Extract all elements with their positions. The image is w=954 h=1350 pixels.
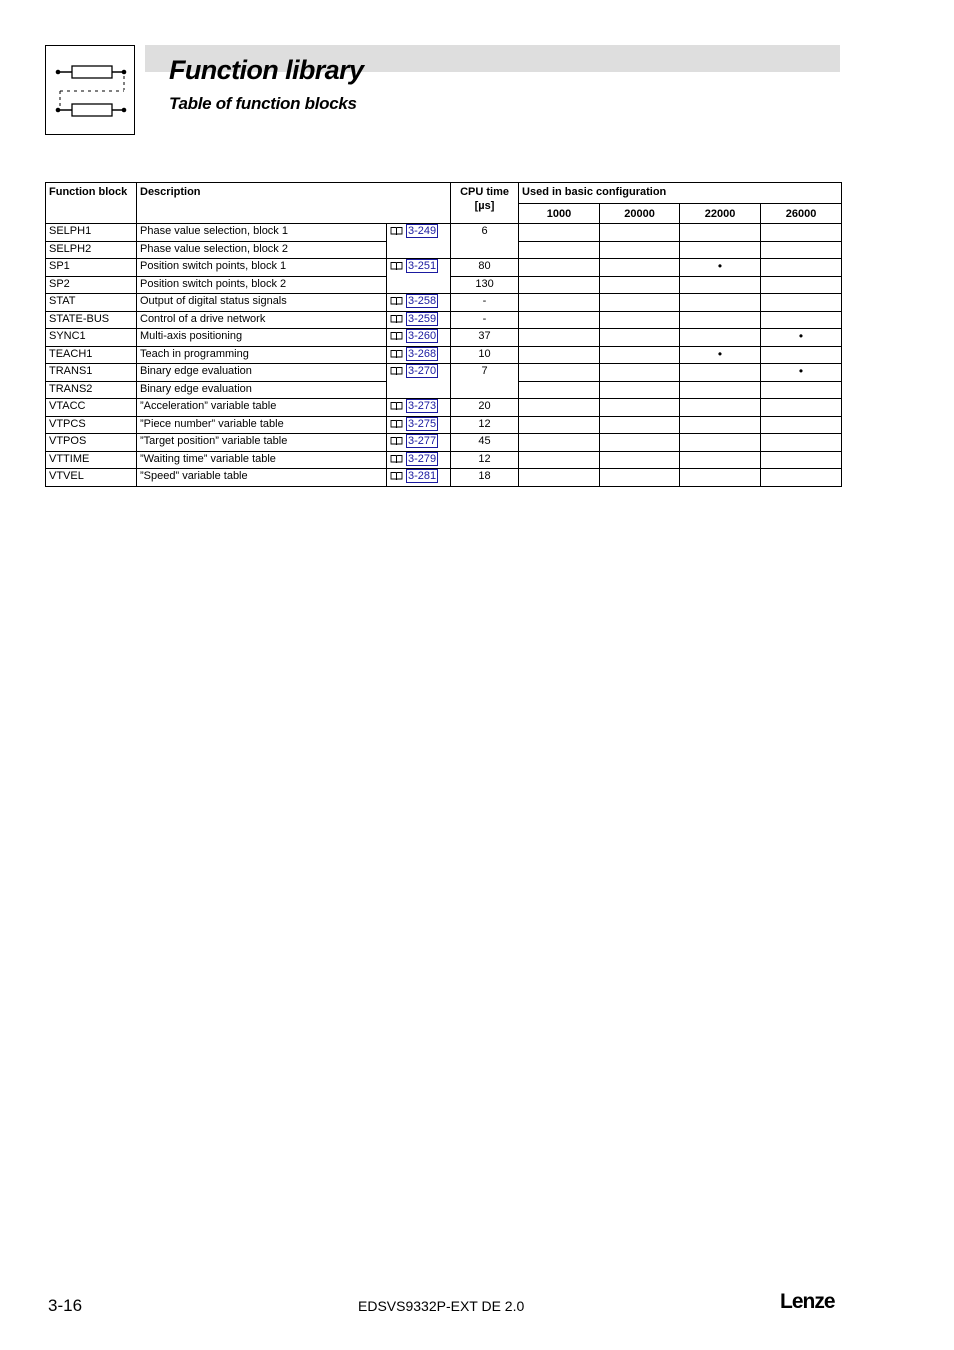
function-block-name: STAT: [46, 294, 137, 312]
page-reference: [387, 224, 451, 259]
header-function-block: Function block: [46, 183, 137, 224]
config-usage-cell: [761, 416, 842, 434]
function-block-description: Position switch points, block 2: [137, 276, 387, 294]
function-block-name: SYNC1: [46, 329, 137, 347]
table-row: [46, 311, 842, 329]
cpu-time-value: 80: [451, 259, 519, 277]
table-row: [46, 224, 842, 242]
header-config-22000: 22000: [680, 204, 761, 224]
config-usage-cell: [519, 311, 600, 329]
cpu-time-value: -: [451, 311, 519, 329]
page-reference: [387, 294, 451, 312]
function-block-name: SELPH1: [46, 224, 137, 242]
book-icon: [390, 314, 403, 324]
config-usage-cell: [761, 311, 842, 329]
config-usage-cell: [519, 259, 600, 277]
function-block-description: Binary edge evaluation: [137, 381, 387, 399]
book-icon: [390, 226, 403, 236]
function-block-description: ”Piece number” variable table: [137, 416, 387, 434]
config-usage-cell: [761, 241, 842, 259]
function-block-name: VTPOS: [46, 434, 137, 452]
page-reference-link[interactable]: 3-251: [408, 260, 437, 272]
header-cpu-time-unit: [µs]: [474, 200, 495, 212]
function-block-name: TRANS2: [46, 381, 137, 399]
config-usage-cell: [519, 434, 600, 452]
function-block-name: STATE-BUS: [46, 311, 137, 329]
function-block-name: VTTIME: [46, 451, 137, 469]
config-usage-cell: [600, 329, 680, 347]
config-usage-cell: [761, 276, 842, 294]
config-usage-cell: [519, 294, 600, 312]
table-row: [46, 469, 842, 487]
page-reference-link[interactable]: 3-260: [408, 330, 437, 342]
config-usage-cell: [519, 451, 600, 469]
config-usage-cell: [680, 294, 761, 312]
config-usage-cell: [680, 241, 761, 259]
function-block-description: Output of digital status signals: [137, 294, 387, 312]
book-icon: [390, 366, 403, 376]
config-usage-cell: [519, 346, 600, 364]
config-usage-cell: [680, 329, 761, 347]
book-icon: [390, 261, 403, 271]
config-usage-cell: [519, 364, 600, 382]
config-usage-cell: [519, 381, 600, 399]
config-usage-cell: [680, 451, 761, 469]
book-icon: [390, 471, 403, 481]
function-block-description: ”Speed” variable table: [137, 469, 387, 487]
function-block-name: VTPCS: [46, 416, 137, 434]
header-config-1000: 1000: [519, 204, 600, 224]
config-usage-cell: [680, 469, 761, 487]
config-usage-cell: [761, 469, 842, 487]
config-usage-cell: [600, 241, 680, 259]
table-row: [46, 434, 842, 452]
config-usage-cell: [680, 311, 761, 329]
config-usage-cell: [600, 224, 680, 242]
function-block-name: SELPH2: [46, 241, 137, 259]
function-block-icon: [45, 45, 135, 135]
config-usage-cell: [519, 416, 600, 434]
function-block-name: VTVEL: [46, 469, 137, 487]
config-usage-cell: [600, 364, 680, 382]
page-reference: [387, 329, 451, 347]
cpu-time-value: 12: [451, 416, 519, 434]
config-usage-cell: [761, 399, 842, 417]
config-usage-cell: [600, 259, 680, 277]
header-config-20000: 20000: [600, 204, 680, 224]
table-row: [46, 416, 842, 434]
config-usage-cell: [600, 381, 680, 399]
config-usage-cell: [761, 346, 842, 364]
header-description: Description: [137, 183, 451, 224]
config-usage-cell: [761, 381, 842, 399]
function-block-description: ”Target position” variable table: [137, 434, 387, 452]
config-usage-cell: [680, 434, 761, 452]
page-reference-link[interactable]: 3-277: [408, 435, 437, 447]
config-usage-cell: [600, 311, 680, 329]
config-usage-cell: [680, 224, 761, 242]
page-reference-link[interactable]: 3-268: [408, 347, 437, 360]
function-block-description: Teach in programming: [137, 346, 387, 364]
cpu-time-value: 20: [451, 399, 519, 417]
page-reference-link[interactable]: 3-270: [408, 365, 437, 377]
page-reference: [387, 416, 451, 434]
header-cpu-time-label: CPU time: [460, 186, 509, 198]
book-icon: [390, 454, 403, 464]
function-block-name: SP2: [46, 276, 137, 294]
document-id: EDSVS9332P-EXT DE 2.0: [358, 1298, 525, 1314]
page-reference: [387, 434, 451, 452]
config-usage-cell: [761, 224, 842, 242]
page-number: 3-16: [48, 1296, 83, 1315]
config-usage-cell: [680, 364, 761, 382]
table-row: [46, 259, 842, 277]
function-block-name: SP1: [46, 259, 137, 277]
page-reference-link[interactable]: 3-259: [408, 312, 437, 325]
config-usage-cell: [761, 259, 842, 277]
function-block-description: Control of a drive network: [137, 311, 387, 329]
page-reference: [387, 469, 451, 487]
table-row: [46, 346, 842, 364]
config-usage-cell: •: [761, 329, 842, 347]
cpu-time-value: 18: [451, 469, 519, 487]
table-row: [46, 294, 842, 312]
table-row: [46, 329, 842, 347]
config-usage-cell: [600, 276, 680, 294]
page-reference: [387, 451, 451, 469]
page-reference: [387, 399, 451, 417]
config-usage-cell: [519, 241, 600, 259]
config-usage-cell: [761, 434, 842, 452]
book-icon: [390, 331, 403, 341]
book-icon: [390, 401, 403, 411]
cpu-time-value: 45: [451, 434, 519, 452]
function-block-table: [45, 182, 842, 487]
function-block-description: Position switch points, block 1: [137, 259, 387, 277]
function-block-description: Binary edge evaluation: [137, 364, 387, 382]
page-reference-link[interactable]: 3-279: [408, 452, 437, 465]
page-reference-link[interactable]: 3-249: [408, 225, 437, 237]
config-usage-cell: [680, 381, 761, 399]
function-block-description: Multi-axis positioning: [137, 329, 387, 347]
page-reference: [387, 259, 451, 294]
config-usage-cell: [600, 294, 680, 312]
page-reference: [387, 346, 451, 364]
page-reference: [387, 364, 451, 399]
page-reference: [387, 311, 451, 329]
config-usage-cell: [519, 399, 600, 417]
function-block-description: ”Waiting time” variable table: [137, 451, 387, 469]
config-usage-cell: [519, 469, 600, 487]
config-usage-cell: •: [680, 346, 761, 364]
config-usage-cell: •: [680, 259, 761, 277]
header-config-26000: 26000: [761, 204, 842, 224]
cpu-time-value: 6: [451, 224, 519, 259]
page-title: Function library: [169, 55, 364, 85]
config-usage-cell: [519, 224, 600, 242]
page-reference-link[interactable]: 3-281: [408, 470, 437, 482]
cpu-time-value: 7: [451, 364, 519, 399]
config-usage-cell: [680, 416, 761, 434]
cpu-time-value: -: [451, 294, 519, 312]
config-usage-cell: [600, 399, 680, 417]
page-subtitle: Table of function blocks: [169, 94, 357, 113]
config-usage-cell: [600, 469, 680, 487]
config-usage-cell: [761, 294, 842, 312]
brand-logo: Lenze: [780, 1290, 835, 1313]
table-row: [46, 364, 842, 382]
config-usage-cell: •: [761, 364, 842, 382]
config-usage-cell: [600, 416, 680, 434]
cpu-time-value: 37: [451, 329, 519, 347]
header-cpu-time: [451, 183, 519, 224]
page-reference-link[interactable]: 3-273: [408, 400, 437, 412]
book-icon: [390, 349, 403, 359]
config-usage-cell: [761, 451, 842, 469]
function-block-description: Phase value selection, block 1: [137, 224, 387, 242]
book-icon: [390, 296, 403, 306]
config-usage-cell: [600, 451, 680, 469]
book-icon: [390, 436, 403, 446]
config-usage-cell: [680, 399, 761, 417]
table-row: [46, 399, 842, 417]
config-usage-cell: [600, 346, 680, 364]
config-usage-cell: [600, 434, 680, 452]
function-block-name: TEACH1: [46, 346, 137, 364]
page-reference-link[interactable]: 3-275: [408, 417, 437, 430]
cpu-time-value: 130: [451, 276, 519, 294]
function-block-name: VTACC: [46, 399, 137, 417]
config-usage-cell: [519, 276, 600, 294]
cpu-time-value: 12: [451, 451, 519, 469]
config-usage-cell: [519, 329, 600, 347]
page-reference-link[interactable]: 3-258: [408, 295, 437, 307]
function-block-description: Phase value selection, block 2: [137, 241, 387, 259]
book-icon: [390, 419, 403, 429]
cpu-time-value: 10: [451, 346, 519, 364]
header-used-in-config: Used in basic configuration: [519, 183, 842, 204]
function-block-description: ”Acceleration” variable table: [137, 399, 387, 417]
function-block-name: TRANS1: [46, 364, 137, 382]
table-row: [46, 451, 842, 469]
config-usage-cell: [680, 276, 761, 294]
